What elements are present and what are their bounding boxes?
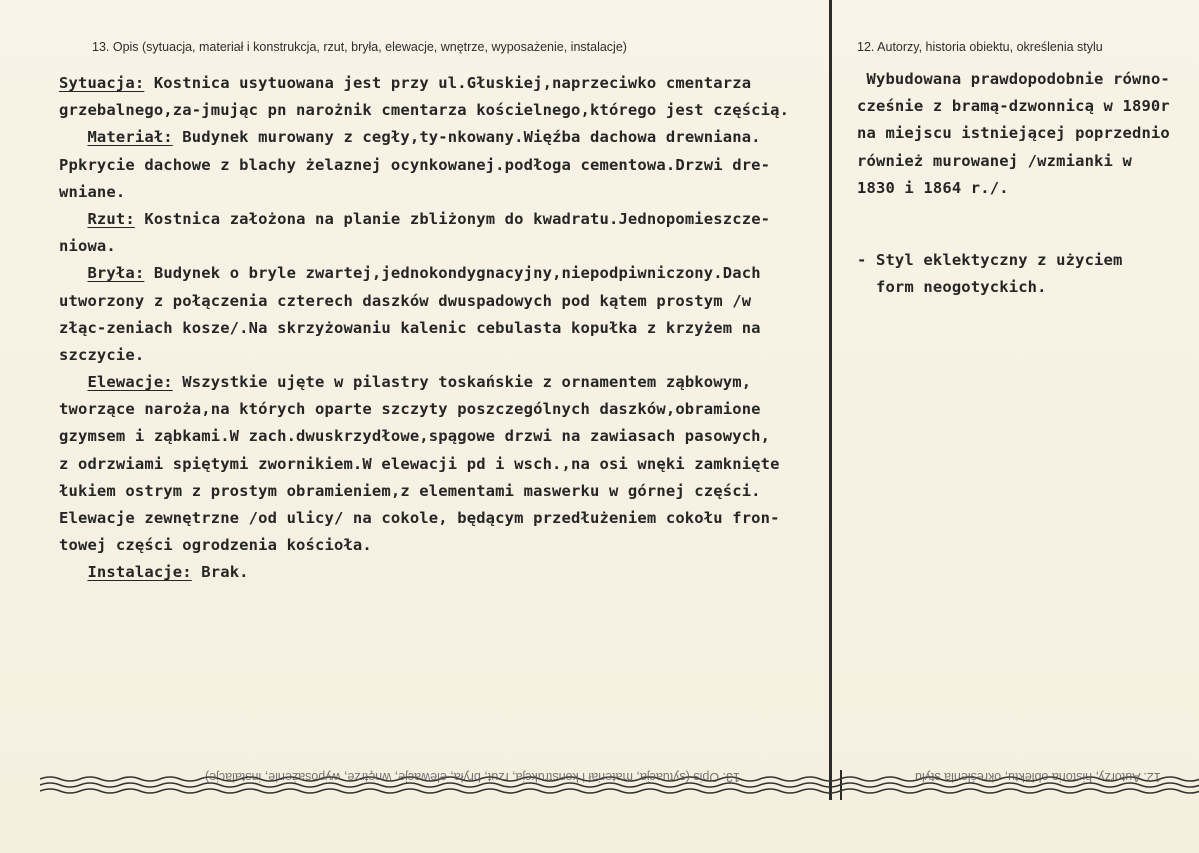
- style-line: - Styl eklektyczny z użyciem: [857, 250, 1123, 269]
- text-line: grzebalnego,za-jmując pn narożnik cmentarza kościelnego,którego jest częścią.: [59, 101, 790, 120]
- text-line: Bryła: Budynek o bryle zwartej,jednokondygnacyjny,niepodpiwniczony.Dach: [87, 264, 761, 283]
- decorative-wave-border: [40, 787, 1199, 805]
- column-divider: [829, 0, 832, 800]
- label-elewacje: Elewacje:: [87, 373, 173, 392]
- text-line: tworzące naroża,na których oparte szczyty poszczególnych daszków,obramione: [59, 400, 761, 419]
- text-line: Rzut: Kostnica założona na planie zbliżonym do kwadratu.Jednopomieszcze-: [87, 209, 771, 228]
- label-sytuacja: Sytuacja:: [59, 74, 145, 92]
- text-line: na miejscu istniejącej poprzednio: [857, 124, 1170, 143]
- text-line: Sytuacja: Kostnica usytuowana jest przy ul.Głuskiej,naprzeciwko cmentarza: [59, 74, 752, 92]
- label-rzut: Rzut:: [87, 209, 135, 228]
- section-12-header: 12. Autorzy, historia obiektu, określenia stylu: [857, 40, 1103, 54]
- text-line: towej części ogrodzenia kościoła.: [59, 536, 372, 555]
- history-text: [857, 66, 1170, 301]
- ghost-header-left: 13. Opis (sytuacja, materiał i konstrukcja, rzut, bryła, elewacje, wnętrze, wyposażenie, instalacje): [205, 770, 740, 784]
- text-line: utworzony z połączenia czterech daszków dwuspadowych pod kątem prostym /w: [59, 291, 752, 310]
- text-line: złąc-zeniach kosze/.Na skrzyżowaniu kalenic cebulasta kopułka z krzyżem na: [59, 318, 761, 337]
- text-line: Instalacje: Brak.: [87, 563, 249, 582]
- style-line: form neogotyckich.: [857, 278, 1047, 297]
- text-line: cześnie z bramą-dzwonnicą w 1890r: [857, 97, 1170, 116]
- text-line: gzymsem i ząbkami.W zach.dwuskrzydłowe,spągowe drzwi na zawiasach pasowych,: [59, 427, 771, 446]
- text-line: niowa.: [59, 237, 116, 256]
- description-text: [59, 70, 789, 587]
- text-line: łukiem ostrym z prostym obramieniem,z elementami maswerku w górnej części.: [59, 481, 761, 500]
- text-line: również murowanej /wzmianki w: [857, 151, 1132, 170]
- text-line: Elewacje zewnętrzne /od ulicy/ na cokole, będącym przedłużeniem cokołu fron-: [59, 509, 780, 527]
- section-13-header: 13. Opis (sytuacja, materiał i konstrukcja, rzut, bryła, elewacje, wnętrze, wyposażenie, instalacje): [92, 40, 627, 54]
- text-line: Elewacje: Wszystkie ujęte w pilastry toskańskie z ornamentem ząbkowym,: [87, 373, 752, 392]
- text-line: Wybudowana prawdopodobnie równo-: [866, 70, 1170, 88]
- label-instalacje: Instalacje:: [87, 563, 192, 582]
- text-line: szczycie.: [59, 345, 145, 364]
- text-line: wniane.: [59, 182, 126, 201]
- ghost-header-right: 12. Autorzy, historia obiektu, określenia stylu: [915, 770, 1161, 784]
- text-line: Ppkrycie dachowe z blachy żelaznej ocynkowanej.podłoga cementowa.Drzwi dre-: [59, 155, 771, 174]
- text-line: z odrzwiami spiętymi zwornikiem.W elewacji pd i wsch.,na osi wnęki zamknięte: [59, 454, 780, 473]
- label-bryla: Bryła:: [87, 264, 145, 283]
- text-line: Materiał: Budynek murowany z cegły,ty-nkowany.Więźba dachowa drewniana.: [87, 128, 761, 147]
- text-line: 1830 i 1864 r./.: [857, 178, 1009, 197]
- label-material: Materiał:: [87, 128, 173, 147]
